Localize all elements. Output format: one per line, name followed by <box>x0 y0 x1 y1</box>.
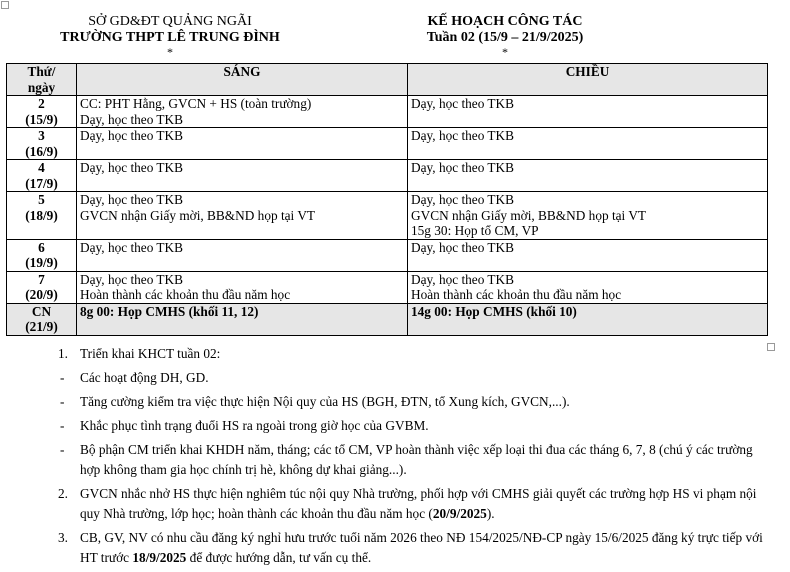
afternoon-activity: GVCN nhận Giấy mời, BB&ND họp tại VT <box>411 207 647 223</box>
note-dash-4 <box>62 440 772 480</box>
day-date: (19/9) <box>25 255 58 270</box>
afternoon-activity: Dạy, học theo TKB <box>411 128 515 143</box>
day-date: (15/9) <box>25 111 58 127</box>
note-text: GVCN nhắc nhở HS thực hiện nghiêm túc nội quy Nhà trường, phối hợp với CMHS giải quyết các trường hợp HS vi phạm nội quy Nhà trường, lớp học; hoàn thành các khoản thu đầu năm học ( <box>80 486 757 521</box>
morning-activity: Dạy, học theo TKB <box>80 111 184 127</box>
morning-cell <box>77 303 408 335</box>
morning-activity: Dạy, học theo TKB <box>80 128 184 143</box>
day-cell <box>7 160 77 192</box>
table-header-row <box>7 64 768 96</box>
note-text: CB, GV, NV có nhu cầu đăng ký nghỉ hưu trước tuổi năm 2026 theo NĐ 154/2025/NĐ-CP ngày 15/6/2025 đăng ký trực tiếp với HT trước <box>80 530 763 565</box>
day-number: 4 <box>38 160 45 175</box>
day-number: 6 <box>38 239 45 255</box>
afternoon-activity: Dạy, học theo TKB <box>411 192 515 207</box>
day-cell <box>7 96 77 128</box>
morning-cell <box>77 271 408 303</box>
day-number: 5 <box>38 192 45 207</box>
morning-activity: Dạy, học theo TKB <box>80 160 184 175</box>
afternoon-activity: 14g 00: Họp CMHS (khối 10) <box>411 303 577 319</box>
afternoon-cell <box>408 128 768 160</box>
header-left <box>20 14 320 58</box>
day-cell <box>7 303 77 335</box>
schedule-row <box>7 160 768 192</box>
week-range: Tuần 02 (15/9 – 21/9/2025) <box>426 30 584 45</box>
col-morning-header: SÁNG <box>77 64 408 96</box>
day-number: 3 <box>38 128 45 143</box>
schedule-row <box>7 303 768 335</box>
morning-cell <box>77 96 408 128</box>
morning-cell <box>77 192 408 240</box>
note-marker: - <box>60 442 65 457</box>
morning-activity: Dạy, học theo TKB <box>80 271 184 287</box>
morning-activity: Dạy, học theo TKB <box>80 192 184 207</box>
afternoon-activity: 15g 30: Họp tổ CM, VP <box>411 223 539 238</box>
col-day-label-1: Thứ/ <box>27 64 56 79</box>
note-text: Các hoạt động DH, GD. <box>80 370 209 385</box>
note-marker: - <box>60 370 65 385</box>
schedule-table <box>6 63 768 336</box>
note-item-3 <box>58 528 772 568</box>
morning-activity: CC: PHT Hằng, GVCN + HS (toàn trường) <box>80 96 312 111</box>
note-dash-2 <box>62 392 772 412</box>
plan-title: KẾ HOẠCH CÔNG TÁC <box>427 14 583 29</box>
note-deadline: 18/9/2025 <box>132 550 187 565</box>
day-cell <box>7 239 77 271</box>
note-item-1 <box>58 344 772 364</box>
day-date: (20/9) <box>25 287 58 302</box>
col-day-label-2: ngày <box>27 79 56 95</box>
day-date: (21/9) <box>25 319 58 334</box>
col-day-header <box>7 64 77 96</box>
schedule-row <box>7 271 768 303</box>
afternoon-cell <box>408 239 768 271</box>
afternoon-activity: Dạy, học theo TKB <box>411 160 515 175</box>
day-number: 2 <box>38 96 45 111</box>
day-date: (17/9) <box>25 175 58 191</box>
day-cell <box>7 271 77 303</box>
morning-cell <box>77 160 408 192</box>
afternoon-activity: Hoàn thành các khoản thu đầu năm học <box>411 287 622 302</box>
afternoon-cell <box>408 192 768 240</box>
day-cell <box>7 128 77 160</box>
afternoon-cell <box>408 96 768 128</box>
note-deadline: 20/9/2025 <box>432 506 487 521</box>
note-text: Triển khai KHCT tuần 02: <box>80 346 221 361</box>
day-date: (18/9) <box>25 207 58 223</box>
afternoon-activity: Dạy, học theo TKB <box>411 239 515 255</box>
schedule-row <box>7 128 768 160</box>
note-marker: 2. <box>58 486 68 501</box>
header-right <box>355 14 655 58</box>
notes-list <box>58 344 772 572</box>
day-number: CN <box>31 303 52 319</box>
col-afternoon-header: CHIỀU <box>408 64 768 96</box>
department-name: SỞ GD&ĐT QUẢNG NGÃI <box>88 14 252 29</box>
note-text: Tăng cường kiểm tra việc thực hiện Nội quy của HS (BGH, ĐTN, tổ Xung kích, GVCN,...). <box>80 394 570 409</box>
afternoon-cell <box>408 160 768 192</box>
afternoon-cell <box>408 303 768 335</box>
note-marker: 3. <box>58 530 68 545</box>
schedule-row <box>7 192 768 240</box>
day-cell <box>7 192 77 240</box>
note-dash-3 <box>62 416 772 436</box>
note-marker: - <box>60 418 65 433</box>
note-marker: 1. <box>58 346 68 361</box>
note-item-2 <box>58 484 772 524</box>
schedule-row <box>7 96 768 128</box>
morning-cell <box>77 239 408 271</box>
morning-activity: Dạy, học theo TKB <box>80 239 184 255</box>
note-marker: - <box>60 394 65 409</box>
note-text: Bộ phận CM triển khai KHDH năm, tháng; các tổ CM, VP hoàn thành việc xếp loại thi đua các tháng 6, 7, 8 (chú ý các trường hợp không tham gia học chính trị hè, không dự khai giảng...). <box>80 442 753 477</box>
morning-activity: Hoàn thành các khoản thu đầu năm học <box>80 287 291 302</box>
day-date: (16/9) <box>25 143 58 159</box>
afternoon-activity: Dạy, học theo TKB <box>411 96 515 111</box>
morning-activity: GVCN nhận Giấy mời, BB&ND họp tại VT <box>80 207 316 223</box>
star-left: * <box>167 45 173 59</box>
day-number: 7 <box>38 271 45 287</box>
table-move-handle[interactable] <box>1 1 9 9</box>
schedule-row <box>7 239 768 271</box>
morning-activity: 8g 00: Họp CMHS (khối 11, 12) <box>80 303 259 319</box>
schedule-body <box>7 96 768 336</box>
note-dash-1 <box>62 368 772 388</box>
afternoon-cell <box>408 271 768 303</box>
afternoon-activity: Dạy, học theo TKB <box>411 271 515 287</box>
morning-cell <box>77 128 408 160</box>
school-name: TRƯỜNG THPT LÊ TRUNG ĐÌNH <box>60 30 280 45</box>
star-right: * <box>502 45 508 59</box>
note-text-tail: ). <box>486 506 495 521</box>
note-text-tail: để được hướng dẫn, tư vấn cụ thể. <box>186 550 372 565</box>
note-text: Khắc phục tình trạng đuổi HS ra ngoài trong giờ học của GVBM. <box>80 418 429 433</box>
